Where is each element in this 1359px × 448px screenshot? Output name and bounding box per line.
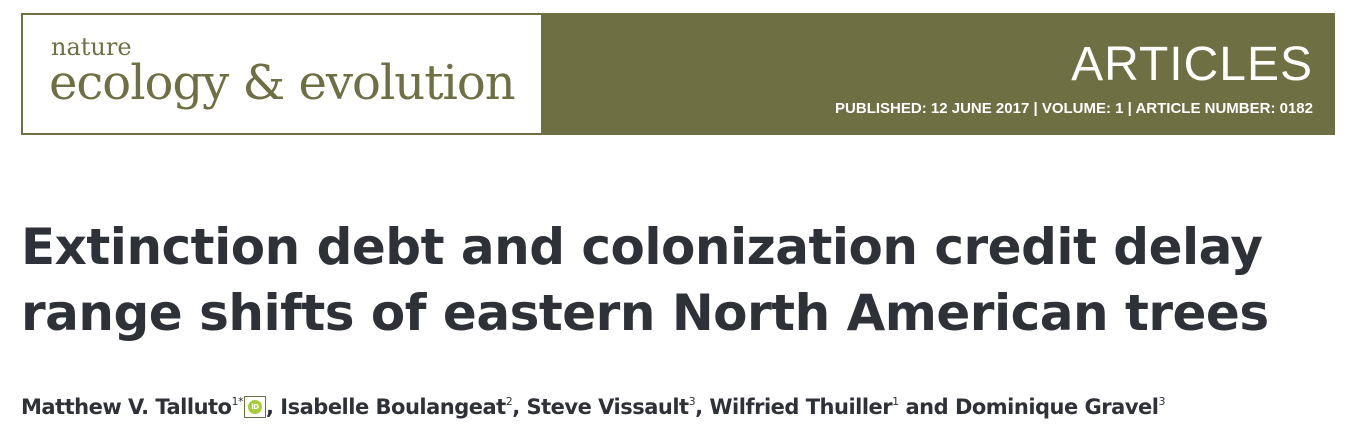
title-line-1: Extinction debt and colonization credit delay (21, 218, 1263, 276)
author-separator: , (266, 395, 281, 419)
publication-info: PUBLISHED: 12 JUNE 2017 | VOLUME: 1 | ARTICLE NUMBER: 0182 (835, 100, 1313, 117)
author-name[interactable]: Wilfried Thuiller (709, 395, 893, 419)
author-name[interactable]: Dominique Gravel (954, 395, 1159, 419)
author-name[interactable]: Isabelle Boulangeat (280, 395, 506, 419)
journal-name-top: nature (51, 33, 132, 61)
article-type-panel (541, 15, 1333, 133)
author-affiliation: 3 (1158, 395, 1165, 408)
journal-logo[interactable] (23, 15, 541, 133)
author-separator: , (695, 395, 710, 419)
orcid-icon[interactable]: iD (244, 396, 266, 418)
author-list (21, 395, 1165, 419)
journal-banner (21, 13, 1335, 135)
author-separator: and (898, 395, 955, 419)
author-affiliation: 2 (505, 395, 513, 408)
author-name[interactable]: Matthew V. Talluto (21, 395, 232, 419)
author-affiliation: 3 (688, 395, 696, 408)
section-label: ARTICLES (1071, 38, 1313, 91)
author-affiliation: 1* (231, 395, 243, 408)
author-separator: , (512, 395, 527, 419)
title-line-2: range shifts of eastern North American trees (21, 284, 1269, 342)
article-title (21, 214, 1341, 346)
author-affiliation: 1 (892, 395, 899, 408)
journal-name-main: ecology & evolution (49, 55, 515, 111)
author-name[interactable]: Steve Vissault (526, 395, 689, 419)
